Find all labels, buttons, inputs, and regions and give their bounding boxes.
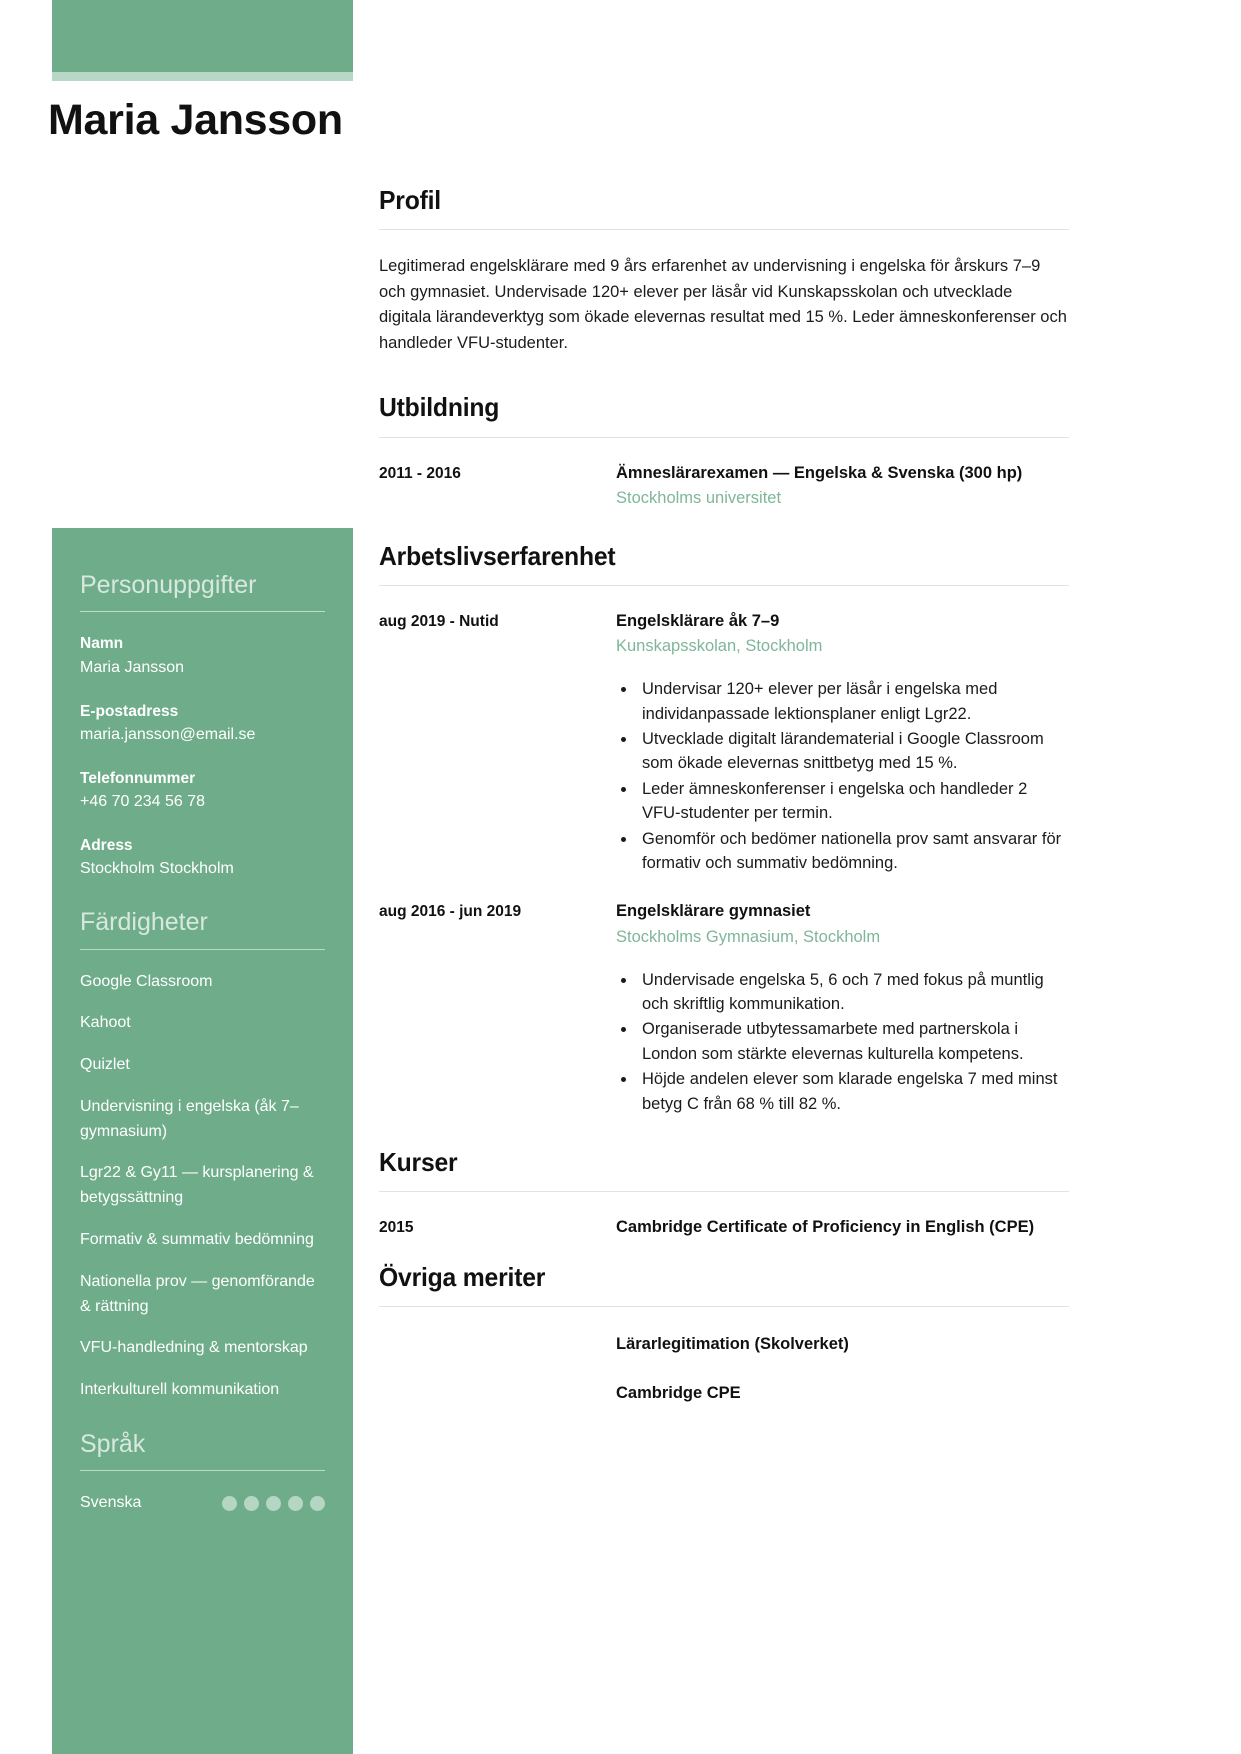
- section-rule: [379, 1191, 1069, 1192]
- field-value: Stockholm Stockholm: [80, 860, 234, 878]
- sidebar-section-personal: [80, 570, 325, 881]
- list-item: Lgr22 & Gy11 — kursplanering & betygssättning: [80, 1164, 314, 1207]
- sidebar-rule-personal: [80, 611, 325, 612]
- list-item: • Organiserade utbytessamarbete med partnerskola i London som stärkte elevernas kulturella kompetens.: [637, 1017, 1069, 1066]
- header-accent-underline: [52, 72, 353, 81]
- spacer: [379, 511, 1069, 541]
- entry-body: [616, 900, 1069, 1117]
- entry-title: Lärarlegitimation (Skolverket): [616, 1334, 849, 1353]
- list-item: • Genomför och bedömer nationella prov samt ansvarar för formativ och summativ bedömning.: [637, 827, 1069, 876]
- section-rule: [379, 585, 1069, 586]
- field-label: Namn: [80, 635, 124, 653]
- list-item: Google Classroom: [80, 972, 213, 990]
- list-item: Interkulturell kommunikation: [80, 1381, 280, 1399]
- entry-bullet-list: [616, 968, 1069, 1116]
- field-value: Maria Jansson: [80, 658, 185, 676]
- section-title: Kurser: [379, 1147, 458, 1178]
- list-item: • Utvecklade digitalt lärandematerial i Google Classroom som ökade elevernas snittbetyg med 15 %.: [637, 727, 1069, 776]
- field-value: maria.jansson@email.se: [80, 725, 256, 743]
- sidebar-section-languages: [80, 1429, 325, 1515]
- sidebar-section-skills: [80, 907, 325, 1403]
- level-dot-filled: [266, 1496, 281, 1511]
- entry-date: 2015: [379, 1219, 414, 1237]
- skill-list: [80, 970, 325, 1404]
- personal-field-address: [80, 834, 325, 881]
- section-rule: [379, 437, 1069, 438]
- section-rule: [379, 229, 1069, 230]
- name-block: [48, 96, 748, 145]
- entry-title: Engelsklärare gymnasiet: [616, 902, 811, 921]
- list-item: Undervisning i engelska (åk 7–gymnasium): [80, 1097, 299, 1140]
- entry-title: Ämneslärarexamen — Engelska & Svenska (300 hp): [616, 463, 1023, 482]
- entry-body: [616, 1382, 1069, 1405]
- entry-subtitle: Stockholms Gymnasium, Stockholm: [616, 927, 881, 946]
- list-item: Kahoot: [80, 1014, 131, 1032]
- personal-field-email: [80, 700, 325, 747]
- personal-field-phone: [80, 767, 325, 814]
- list-item: VFU-handledning & mentorskap: [80, 1339, 308, 1357]
- entry-subtitle: Kunskapsskolan, Stockholm: [616, 637, 823, 656]
- field-label: E-postadress: [80, 702, 179, 720]
- section-title: Utbildning: [379, 392, 500, 423]
- list-item: Nationella prov — genomförande & rättning: [80, 1272, 315, 1315]
- language-row: [80, 1491, 325, 1515]
- list-item: Quizlet: [80, 1056, 130, 1074]
- entry-title: Engelsklärare åk 7–9: [616, 611, 780, 630]
- entry-body: [616, 462, 1069, 511]
- sidebar-heading-personal: Personuppgifter: [80, 571, 257, 599]
- list-item: Formativ & summativ bedömning: [80, 1231, 314, 1249]
- spacer: [379, 1117, 1069, 1147]
- list-item: • Undervisar 120+ elever per läsår i engelska med individanpassade lektionsplaner enligt Lgr22.: [637, 677, 1069, 726]
- section-title: Arbetslivserfarenhet: [379, 540, 616, 571]
- entry-title: Cambridge Certificate of Proficiency in English (CPE): [616, 1218, 1035, 1237]
- list-item: • Undervisade engelska 5, 6 och 7 med fokus på muntlig och skriftlig kommunikation.: [637, 968, 1069, 1017]
- header-accent-banner: [52, 0, 353, 72]
- entry-date: 2011 - 2016: [379, 464, 461, 482]
- experience-entry: [379, 900, 1069, 1117]
- sidebar-heading-skills: Färdigheter: [80, 908, 208, 937]
- merit-entry: [379, 1382, 1069, 1405]
- merit-entry: [379, 1333, 1069, 1356]
- list-item: • Höjde andelen elever som klarade engelska 7 med minst betyg C från 68 % till 82 %.: [637, 1067, 1069, 1116]
- entry-date: [379, 1382, 616, 1405]
- main-content: [379, 185, 1069, 1406]
- entry-body: [616, 1216, 1069, 1239]
- sidebar: [52, 528, 353, 1754]
- section-education: [379, 392, 1069, 540]
- entry-subtitle: Stockholms universitet: [616, 489, 782, 508]
- section-title: Övriga meriter: [379, 1261, 546, 1292]
- level-dot-filled: [288, 1496, 303, 1511]
- section-rule: [379, 1306, 1069, 1307]
- entry-bullet-list: [616, 677, 1069, 875]
- level-dot-filled: [310, 1496, 325, 1511]
- section-title: Profil: [379, 185, 441, 215]
- experience-entry: [379, 610, 1069, 876]
- entry-date: aug 2016 - jun 2019: [379, 903, 522, 921]
- profile-text: Legitimerad engelsklärare med 9 års erfarenhet av undervisning i engelska för årskurs 7–9 och gymnasiet. Undervisade 120+ elever per läsår vid Kunskapsskolan och utvecklade digitala lärandeverktyg som ökade elevernas resultat med 15 %. Leder ämneskonferenser och handleder VFU-studenter.: [379, 257, 1067, 352]
- entry-date: [379, 1333, 616, 1356]
- sidebar-rule-languages: [80, 1470, 325, 1471]
- section-courses: [379, 1147, 1069, 1262]
- language-level-dots: [222, 1496, 325, 1511]
- entry-body: [616, 610, 1069, 876]
- section-experience: [379, 541, 1069, 1147]
- education-entry: [379, 462, 1069, 511]
- sidebar-rule-skills: [80, 949, 325, 950]
- field-value: +46 70 234 56 78: [80, 793, 206, 810]
- sidebar-heading-languages: Språk: [80, 1430, 146, 1459]
- section-profile: [379, 185, 1069, 356]
- spacer: [379, 1240, 1069, 1262]
- field-label: Adress: [80, 837, 133, 854]
- list-item: • Leder ämneskonferenser i engelska och handleder 2 VFU-studenter per termin.: [637, 777, 1069, 826]
- entry-date: aug 2019 - Nutid: [379, 612, 499, 630]
- field-label: Telefonnummer: [80, 769, 196, 787]
- section-other-merits: [379, 1262, 1069, 1406]
- level-dot-filled: [244, 1496, 259, 1511]
- language-name: Svenska: [80, 1494, 142, 1512]
- entry-title: Cambridge CPE: [616, 1384, 741, 1403]
- page-title: Maria Jansson: [48, 96, 343, 144]
- entry-body: [616, 1333, 1069, 1356]
- personal-field-namn: [80, 632, 325, 679]
- level-dot-filled: [222, 1496, 237, 1511]
- course-entry: [379, 1216, 1069, 1239]
